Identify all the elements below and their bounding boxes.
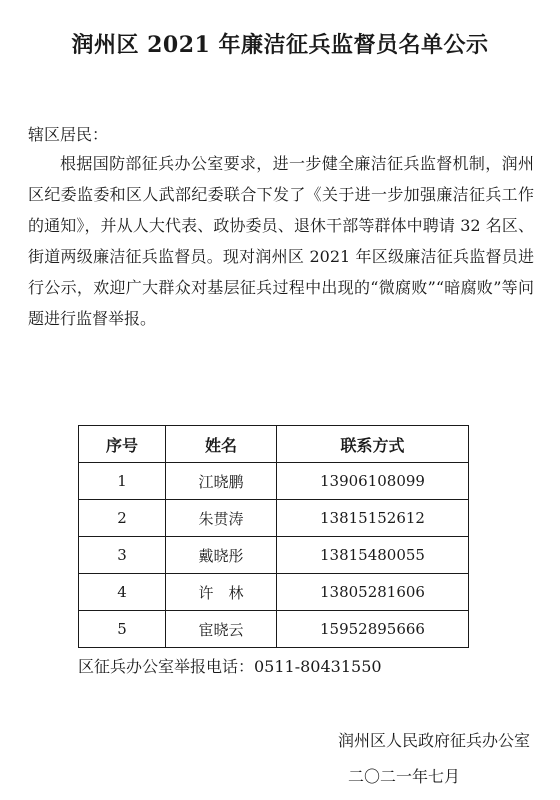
cell-contact: 13815152612 [277, 500, 469, 537]
header-name: 姓名 [166, 426, 277, 463]
issuing-office: 润州区人民政府征兵办公室 [337, 731, 530, 750]
cell-name: 戴晓彤 [166, 537, 277, 574]
table-row [79, 611, 469, 648]
cell-contact: 13906108099 [277, 463, 469, 500]
header-number: 序号 [79, 426, 166, 463]
issue-date: 二〇二一年七月 [347, 767, 460, 786]
page-title: 润州区 2021 年廉洁征兵监督员名单公示 [71, 32, 489, 58]
cell-name: 江晓鹏 [166, 463, 277, 500]
cell-name: 宦晓云 [166, 611, 277, 648]
cell-number: 5 [79, 611, 166, 648]
cell-number: 4 [79, 574, 166, 611]
cell-number: 1 [79, 463, 166, 500]
salutation: 辖区居民： [28, 125, 109, 144]
cell-number: 2 [79, 500, 166, 537]
cell-contact: 13805281606 [277, 574, 469, 611]
table-row [79, 574, 469, 611]
cell-name: 朱贯涛 [166, 500, 277, 537]
header-contact: 联系方式 [277, 426, 469, 463]
cell-contact: 15952895666 [277, 611, 469, 648]
table-row [79, 537, 469, 574]
table-row [79, 463, 469, 500]
table-row [79, 500, 469, 537]
cell-contact: 13815480055 [277, 537, 469, 574]
body-paragraph: 根据国防部征兵办公室要求，进一步健全廉洁征兵监督机制，润州区纪委监委和区人武部纪委联合下发了《关于进一步加强廉洁征兵工作的通知》，并从人大代表、政协委员、退休干部等群体中聘请 32 名区、街道两级廉洁征兵监督员。现对润州区 2021 年区级廉洁征兵监督员进行公示，欢迎广大群众对基层征兵过程中出现的“微腐败”“暗腐败”等问题进行监督举报。 [28, 154, 534, 328]
cell-name: 许 林 [166, 574, 277, 611]
supervisor-table [78, 425, 469, 648]
table-header-row [79, 426, 469, 463]
report-hotline: 区征兵办公室举报电话：0511-80431550 [78, 657, 382, 676]
cell-number: 3 [79, 537, 166, 574]
